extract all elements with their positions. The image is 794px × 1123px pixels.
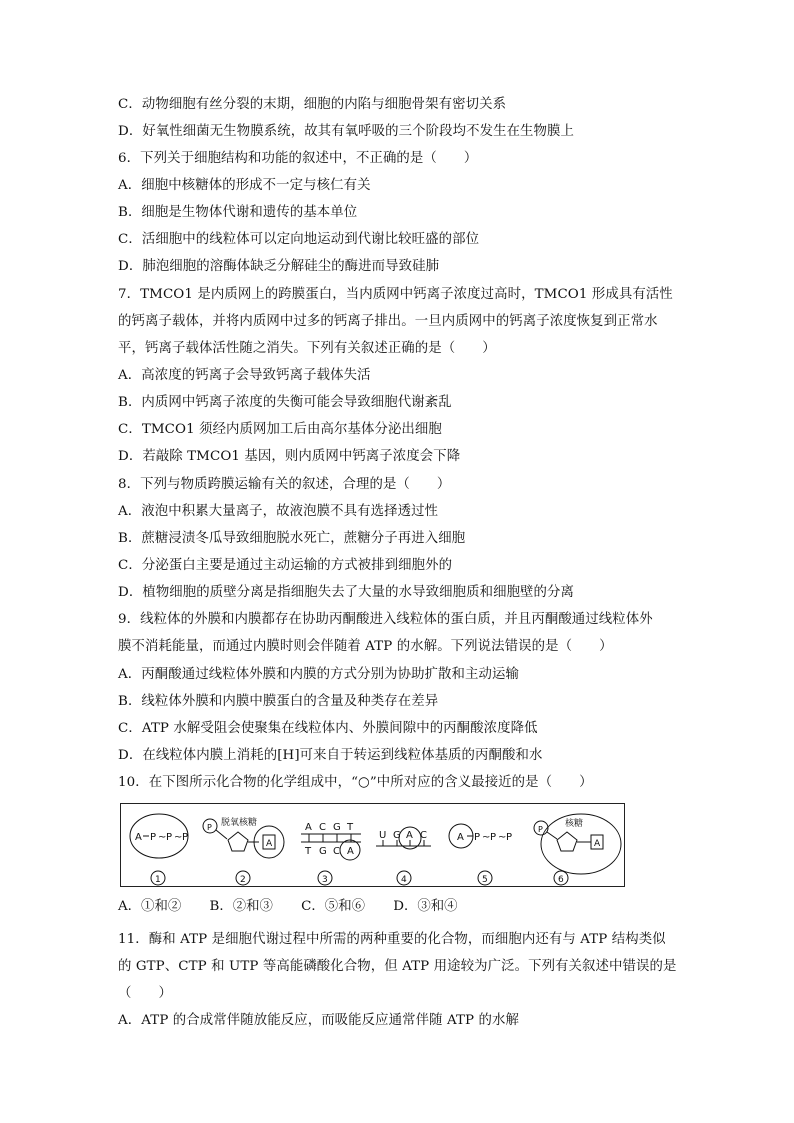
option-line: B．线粒体外膜和内膜中膜蛋白的含量及种类存在差异: [118, 694, 439, 709]
f5-num: 5: [482, 875, 488, 885]
f3-top-0: A: [305, 822, 312, 833]
text-line: 膜不消耗能量，而通过内膜时则会伴随着 ATP 的水解。下列说法错误的是（ ）: [118, 639, 613, 654]
text-line: C．动物细胞有丝分裂的末期，细胞的内陷与细胞骨架有密切关系: [118, 97, 507, 112]
question-8-stem: 8．下列与物质跨膜运输有关的叙述，合理的是（ ）: [118, 477, 451, 492]
figure-5: [449, 824, 512, 885]
text-line: 的钙离子载体，并将内质网中过多的钙离子排出。一旦内质网中的钙离子浓度恢复到正常水: [118, 314, 658, 329]
f3-bottom-3: A: [347, 846, 354, 857]
option-line: A．液泡中积累大量离子，故液泡膜不具有选择透过性: [118, 504, 439, 519]
figure-2: [203, 816, 284, 885]
f3-top-1: C: [319, 822, 326, 833]
figure-1: [130, 814, 188, 885]
svg-text:~: ~: [158, 832, 167, 843]
text-line: D．好氧性细菌无生物膜系统，故其有氧呼吸的三个阶段均不发生在生物膜上: [118, 124, 575, 139]
question-9-stem: 9．线粒体的外膜和内膜都存在协助丙酮酸进入线粒体的蛋白质，并且丙酮酸通过线粒体外: [118, 612, 653, 627]
compound-diagram: [121, 804, 626, 888]
option-line: C．TMCO1 须经内质网加工后由高尔基体分泌出细胞: [118, 422, 442, 437]
f5-p2: P: [490, 832, 497, 843]
f4-num: 4: [401, 875, 407, 885]
option-a: A．①和②: [118, 899, 182, 914]
f3-num: 3: [322, 875, 328, 885]
option-line: C．ATP 水解受阻会使聚集在线粒体内、外膜间隙中的丙酮酸浓度降低: [118, 721, 538, 736]
figure-3: [301, 822, 361, 885]
f3-bottom-2: C: [333, 846, 340, 857]
option-line: D．植物细胞的质壁分离是指细胞失去了大量的水导致细胞质和细胞壁的分离: [118, 585, 575, 600]
f2-p: P: [207, 823, 212, 832]
question-7-stem: 7．TMCO1 是内质网上的跨膜蛋白，当内质网中钙离子浓度过高时，TMCO1 形成具有活性: [118, 287, 673, 302]
f5-p3: P: [506, 832, 513, 843]
option-line: C．分泌蛋白主要是通过主动运输的方式被排到细胞外的: [118, 558, 453, 573]
option-line: C．活细胞中的线粒体可以定向地运动到代谢比较旺盛的部位: [118, 232, 480, 247]
f1-a: A: [135, 832, 142, 843]
option-line: B．内质网中钙离子浓度的失衡可能会导致细胞代谢紊乱: [118, 395, 452, 410]
option-line: B．蔗糖浸渍冬瓜导致细胞脱水死亡，蔗糖分子再进入细胞: [118, 531, 466, 546]
f4-b1: G: [393, 830, 401, 841]
text-line: 平，钙离子载体活性随之消失。下列有关叙述正确的是（ ）: [118, 341, 496, 356]
svg-text:~: ~: [498, 832, 507, 843]
f5-p1: P: [474, 832, 481, 843]
f2-num: 2: [240, 875, 246, 885]
option-b: B．②和③: [209, 899, 273, 914]
f4-b0: U: [379, 830, 387, 841]
option-line: A．ATP 的合成常伴随放能反应，而吸能反应通常伴随 ATP 的水解: [118, 1013, 519, 1028]
f1-p1: P: [150, 832, 157, 843]
question-10-stem: 10．在下图所示化合物的化学组成中，“○”中所对应的含义最接近的是（ ）: [118, 775, 593, 790]
f3-bottom-1: G: [319, 846, 327, 857]
figure-4: [376, 827, 431, 885]
text-line: （ ）: [118, 986, 172, 1001]
f4-b2: A: [406, 830, 413, 841]
f4-b3: C: [420, 830, 427, 841]
f2-a: A: [266, 839, 273, 849]
option-line: D．肺泡细胞的溶酶体缺乏分解硅尘的酶进而导致硅肺: [118, 259, 440, 274]
svg-text:~: ~: [174, 832, 183, 843]
option-line: D．若敲除 TMCO1 基因，则内质网中钙离子浓度会下降: [118, 449, 461, 464]
f6-num: 6: [558, 875, 564, 885]
question-6-stem: 6．下列关于细胞结构和功能的叙述中，不正确的是（ ）: [118, 151, 478, 166]
f1-p2: P: [166, 832, 173, 843]
f6-p: P: [538, 825, 543, 834]
f6-sugar: 核糖: [565, 819, 584, 829]
option-line: B．细胞是生物体代谢和遗传的基本单位: [118, 205, 358, 220]
option-c: C．⑤和⑥: [301, 899, 365, 914]
option-line: A．丙酮酸通过线粒体外膜和内膜的方式分别为协助扩散和主动运输: [118, 667, 519, 682]
text-line: 的 GTP、CTP 和 UTP 等高能磷酸化合物，但 ATP 用途较为广泛。下列有关叙述中错误的是: [118, 959, 677, 974]
option-line: A．高浓度的钙离子会导致钙离子载体失活: [118, 368, 371, 383]
compound-figure: [120, 803, 625, 887]
option-line: A．细胞中核糖体的形成不一定与核仁有关: [118, 178, 371, 193]
option-d: D．③和④: [393, 899, 458, 914]
f5-a: A: [457, 832, 464, 843]
svg-text:~: ~: [482, 832, 491, 843]
f2-sugar: 脱氧核糖: [221, 818, 258, 828]
f1-num: 1: [155, 875, 161, 885]
f3-top-2: G: [333, 822, 341, 833]
f1-p3: P: [182, 832, 189, 843]
f6-a: A: [594, 839, 601, 849]
question-10-options: [118, 898, 482, 916]
f3-top-3: T: [347, 822, 354, 833]
f3-bottom-0: T: [305, 846, 312, 857]
option-line: D．在线粒体内膜上消耗的[H]可来自于转运到线粒体基质的丙酮酸和水: [118, 748, 543, 763]
figure-6: [534, 814, 621, 885]
question-11-stem: 11．酶和 ATP 是细胞代谢过程中所需的两种重要的化合物，而细胞内还有与 ATP 结构类似: [118, 932, 666, 947]
